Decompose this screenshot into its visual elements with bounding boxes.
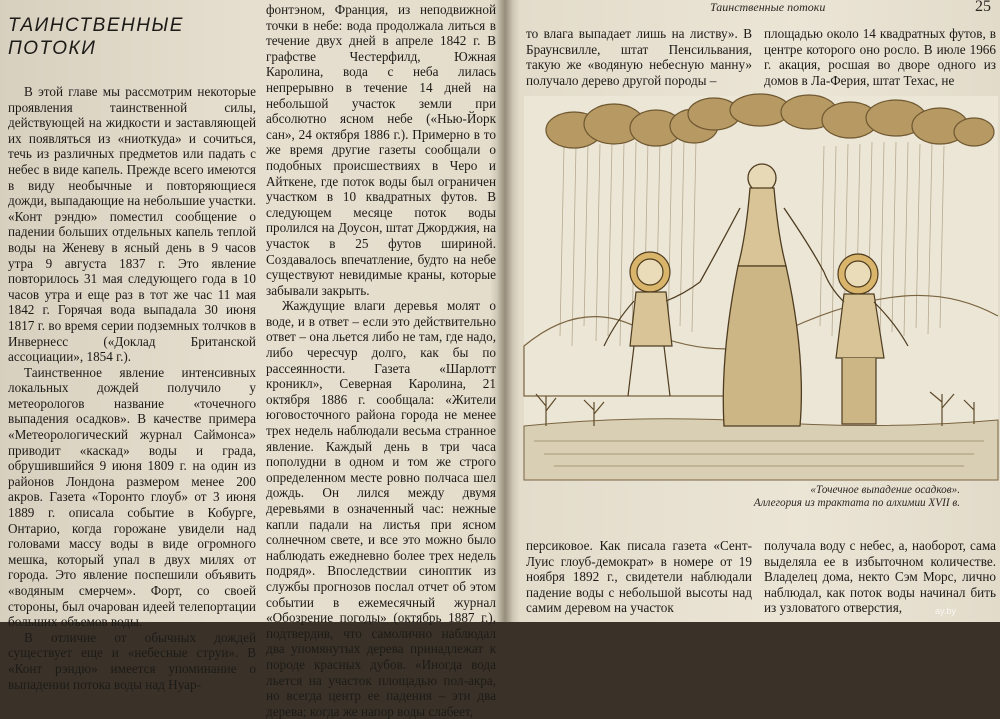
caption-line: Аллегория из трактата по алхимии XVII в. [753,497,960,509]
right-column-1-bottom [526,538,752,616]
right-page [510,0,1000,622]
running-head: Таинственные потоки [710,0,826,14]
illustration-caption [630,484,960,510]
right-column-2-bottom [764,538,996,616]
caption-line: «Точечное выпадение осадков». [810,484,960,496]
paragraph: Таинственное явление интенсивных локальных дождей получило у метеорологов название «точечного выпадения осадков». В качестве примера «Метеорологический журнал Саймонса» приводит «каскад» воды и града, обрушившийся 9 июня 1809 г. на один из районов Лондона размером менее 200 акров. Газета «Торонто глоуб» от 3 июня 1889 г. описала событие в Кобурге, Онтарио, когда горожане увидели над головами массу воды в виде огромного мешка, который упал в двух милях от города. Это явление поспешили объявить «водяным смерчем». Форт, со своей стороны, был очарован идеей телепортации больших объемов воды. [8,364,256,630]
paragraph: В этой главе мы рассмотрим некоторые проявления таинственной силы, действующей на жидкости и заставляющей их появляться из «ниоткуда» и сочиться, течь из различных предметов или падать с небес в виде капель. Прежде всего имеются в виду необычные и повторяющиеся дожди, выпадающие на небольшие участки. «Конт рэндю» поместил сообщение о падении больших отдельных капель теплой воды на Женеву в ясный день в 9 часов утра 9 августа 1837 г. Это явление повторилось 31 мая следующего года в 10 часов утра и еще раз в тот же час 11 мая 1842 г. Горячая вода выпадала 30 июня 1817 г. во время серии подземных толчков в Инвернесс («Доклад Британской ассоциации», 1854 г.). [8,84,256,365]
chapter-title: ТАИНСТВЕННЫЕ ПОТОКИ [8,15,184,59]
paragraph: фонтэном, Франция, из неподвижной точки в небе: вода продолжала литься в течение двух дней в апреле 1842 г. В графстве Честерфилд, Южная Каролина, вода с неба лилась непрерывно в течение 14 дней на небольшой участок земли при абсолютно ясном небе («Нью-Йорк сан», 24 октября 1886 г.). Примерно в то же время другие газеты сообщали о подобных происшествиях в Черо и Айткене, где поток воды был ограничен участком в 10 квадратных футов. В следующем месяце поток воды пролился на Доусон, штат Джорджия, на участок в 25 футов шириной. Создавалось впечатление, будто на небе существуют невидимые краны, которые забывали закрыть. [266,2,496,298]
paragraph: Жаждущие влаги деревья молят о воде, и в ответ – если это действительно ответ – она льется либо не там, где надо, либо чересчур долго, как бы по рассеянности. Газета «Шарлотт кроникл», Северная Каролина, 21 октября 1886 г. сообщала: «Жители юговосточного района города не менее трех недель наблюдали весьма странное явление. Каждый день в три часа пополудни в одном и том же строго определенном месте ровно полчаса шел дождь. Он лился между двумя деревьями в означенный час: нежные капли падали на листья при ясном солнечном свете, и все это можно было наблюдать ежедневно более трех недель подряд». Впоследствии синоптик из службы прогнозов послал отчет об этом событии в ежемесячный журнал «Обозрение погоды» (октябрь 1887 г.), подтвердив, что самолично наблюдал два упомянутых дерева принадлежат к породе красных дубов. «Иногда вода льется на участок площадью пол-акра, но всегда центр ее падения – эти два дерева; когда же напор воды слабеет, [266,298,496,719]
left-column-1 [8,84,256,692]
left-column-2 [266,2,496,719]
ground [524,419,998,480]
page-number: 25 [975,0,991,15]
right-column-1-top [526,26,752,88]
watermark: ay.by [935,606,956,616]
paragraph: площадью около 14 квадратных футов, в центре которого оно росло. В июле 1966 г. акация, росшая во дворе одного из домов в Ла-Ферия, штат Техас, не [764,26,996,88]
right-column-2-top [764,26,996,88]
paragraph: получала воду с небес, а, наоборот, сама выделяла ее в избыточном количестве. Владелец дома, некто Сэм Морс, лично наблюдал, как поток воды начинал бить из узловатого отверстия, [764,538,996,616]
paragraph: персиковое. Как писала газета «Сент-Луис глоуб-демократ» в номере от 19 ноября 1892 г., свидетели наблюдали падение воды с небольшой высоты над самим деревом на участок [526,538,752,616]
paragraph: В отличие от обычных дождей существует еще и «небесные струи». В «Конт рэндю» имеется упоминание о выпадении потока воды над Нуар- [8,629,256,692]
alchemy-illustration [524,96,998,480]
paragraph: то влага выпадает лишь на листву». В Браунсвилле, штат Пенсильвания, такую же «водяную небесную манну» получало дерево другой породы – [526,26,752,88]
